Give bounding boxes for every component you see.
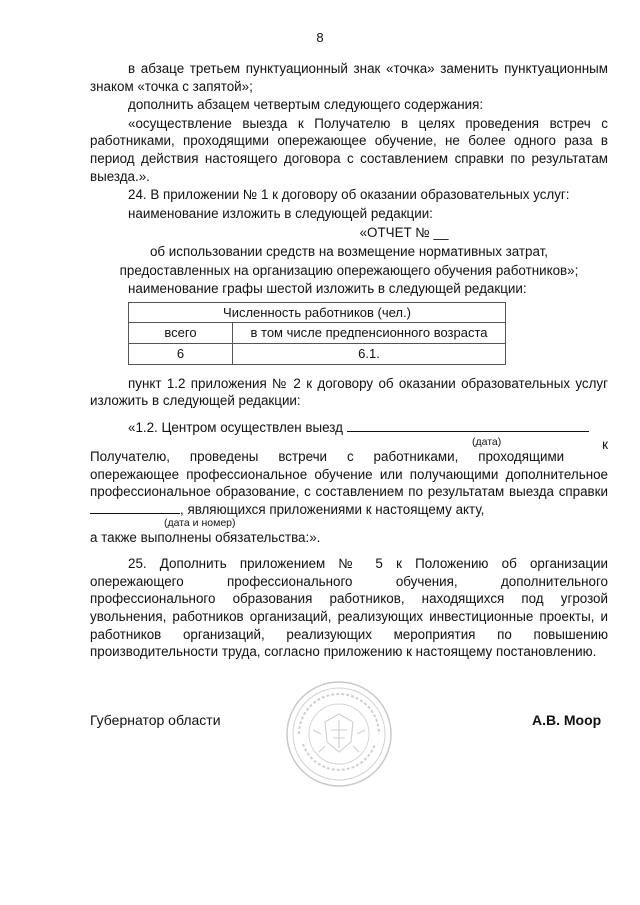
paragraph-10: а также выполнены обязательства:». — [90, 529, 321, 545]
table-col-preretirement: в том числе предпенсионного возраста — [233, 323, 506, 344]
signatory-name: А.В. Моор — [532, 712, 602, 728]
date-number-label: (дата и номер) — [164, 516, 236, 529]
paragraph-7: пункт 1.2 приложения № 2 к договору об оказании образовательных услуг изложить в следующей редакции: — [90, 375, 608, 409]
paragraph-9-text: Получателю, проведены встречи с работниками, проходящими опережающее профессиональное обучение или получающими дополнительное профессиональное образование, с составлением по результатам выезда справки — [90, 449, 608, 500]
table-col-total: всего — [129, 323, 233, 344]
paragraph-9 — [90, 448, 608, 518]
official-seal-icon — [285, 680, 393, 788]
paragraph-5: наименование изложить в следующей редакции: — [128, 205, 433, 221]
paragraph-8-start: «1.2. Центром осуществлен выезд — [128, 419, 343, 435]
paragraph-1: в абзаце третьем пунктуационный знак «точка» заменить пунктуационным знаком «точка с запятой»; — [90, 61, 608, 94]
paragraph-8-end: к — [602, 437, 608, 453]
report-title: «ОТЧЕТ № __ — [359, 225, 449, 241]
table-val-total: 6 — [129, 343, 233, 364]
paragraph-3: «осуществление выезда к Получателю в целях проведения встреч с работниками, проходящими опережающее обучение, не более одного раза в период действия настоящего договора с составлением справки по результатам выезда.». — [90, 115, 608, 184]
report-number-blank — [90, 513, 180, 514]
document-body — [90, 60, 608, 662]
table-header: Численность работников (чел.) — [129, 302, 506, 323]
report-subtitle-1: об использовании средств на возмещение нормативных затрат, — [149, 243, 549, 259]
date-label: (дата) — [472, 436, 502, 449]
paragraph-6: наименование графы шестой изложить в следующей редакции: — [128, 281, 527, 297]
workers-table — [128, 302, 506, 365]
signatory-title: Губернатор области — [90, 712, 221, 728]
report-subtitle-2: предоставленных на организацию опережающего обучения работников»; — [119, 262, 579, 278]
page-number: 8 — [316, 30, 324, 45]
date-blank — [347, 431, 589, 432]
paragraph-2: дополнить абзацем четвертым следующего содержания: — [128, 97, 484, 113]
paragraph-4: 24. В приложении № 1 к договору об оказании образовательных услуг: — [128, 187, 570, 203]
paragraph-9-tail: , являющихся приложениями к настоящему акту, — [180, 502, 485, 518]
table-val-preretirement: 6.1. — [233, 343, 506, 364]
paragraph-11: 25. Дополнить приложением № 5 к Положению об организации опережающего профессионального обучения, дополнительного профессионального образования работников, находящихся под угрозой увольнения, работников организаций, реализующих инвестиционные проекты, и работников организаций, реализующих мероприятия по повышению производительности труда, согласно приложению к настоящему постановлению. — [90, 556, 608, 660]
